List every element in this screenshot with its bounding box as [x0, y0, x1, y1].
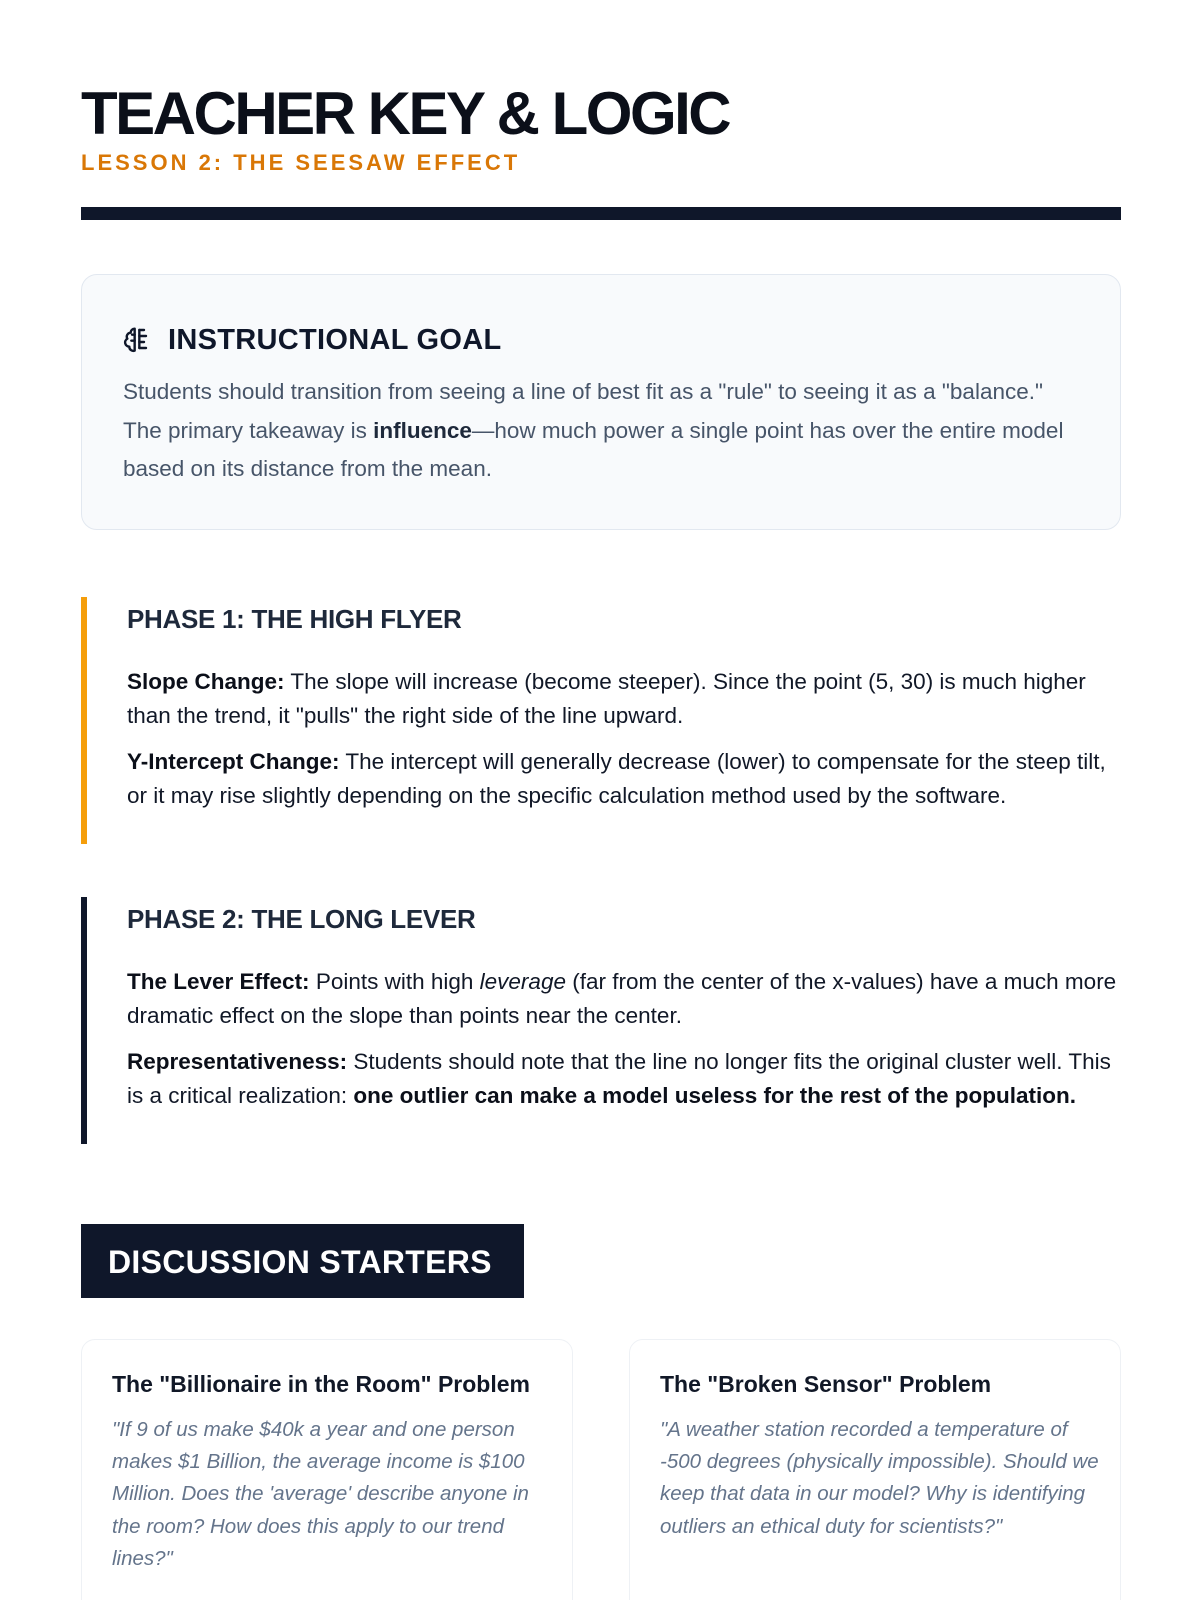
representativeness-paragraph [127, 1045, 1127, 1112]
slope-change-text: The slope will increase (become steeper). Since the point (5, 30) is much higher than the trend, it "pulls" the right side of the line upward. [127, 669, 1086, 728]
intercept-change-text: The intercept will generally decrease (lower) to compensate for the steep tilt, or it may rise slightly depending on the specific calculation method used by the software. [127, 749, 1106, 808]
intercept-change-label: Y-Intercept Change: [127, 749, 340, 774]
header-divider [81, 207, 1121, 220]
representativeness-emphasis: one outlier can make a model useless for the rest of the population. [353, 1082, 1076, 1108]
discussion-starters-title: DISCUSSION STARTERS [108, 1244, 492, 1280]
discussion-card-quote: "If 9 of us make $40k a year and one person makes $1 Billion, the average income is $100 Million. Does the 'average' describe anyone in the room? How does this apply to our trend lines?" [112, 1418, 529, 1570]
discussion-card-broken-sensor [629, 1339, 1121, 1600]
goal-text-end: —how much power a single point has over the entire model based on its distance from the mean. [123, 417, 1064, 481]
phase-1-body [127, 665, 1127, 825]
lever-effect-text-end: (far from the center of the x-values) have a much more dramatic effect on the slope than points near the center. [127, 969, 1117, 1028]
discussion-card-title: The "Broken Sensor" Problem [660, 1371, 992, 1397]
phase-1-section [81, 597, 1121, 844]
representativeness-label: Representativeness: [127, 1049, 348, 1074]
discussion-card-quote: "A weather station recorded a temperature of -500 degrees (physically impossible). Should we keep that data in our model? Why is identifying outliers an ethical duty for scientists?" [660, 1418, 1099, 1538]
slope-change-label: Slope Change: [127, 669, 285, 694]
lever-effect-paragraph [127, 965, 1127, 1032]
goal-header [122, 323, 502, 357]
brain-icon [122, 324, 154, 356]
phase-1-title: PHASE 1: THE HIGH FLYER [127, 604, 462, 634]
goal-title: INSTRUCTIONAL GOAL [168, 324, 502, 356]
goal-text-start: Students should transition from seeing a line of best fit as a "rule" to seeing it as a "balance." The primary takeaway is [123, 379, 1043, 443]
lever-effect-text-start: Points with high [309, 969, 480, 994]
goal-key-term: influence [373, 417, 472, 443]
lever-effect-label: The Lever Effect: [127, 969, 310, 994]
page-title: TEACHER KEY & LOGIC [81, 80, 730, 147]
instructional-goal-card [81, 274, 1121, 530]
discussion-starters-banner [81, 1224, 524, 1298]
phase-2-section [81, 897, 1121, 1144]
goal-description [123, 373, 1083, 489]
phase-2-title: PHASE 2: THE LONG LEVER [127, 904, 476, 934]
representativeness-text: Students should note that the line no longer fits the original cluster well. This is a critical realization: [127, 1049, 1111, 1108]
leverage-term: leverage [479, 969, 566, 994]
intercept-change-paragraph [127, 745, 1127, 812]
lesson-subtitle: LESSON 2: THE SEESAW EFFECT [81, 150, 521, 175]
slope-change-paragraph [127, 665, 1127, 732]
discussion-card-billionaire [81, 1339, 573, 1600]
phase-2-body [127, 965, 1127, 1125]
discussion-card-title: The "Billionaire in the Room" Problem [112, 1371, 530, 1397]
